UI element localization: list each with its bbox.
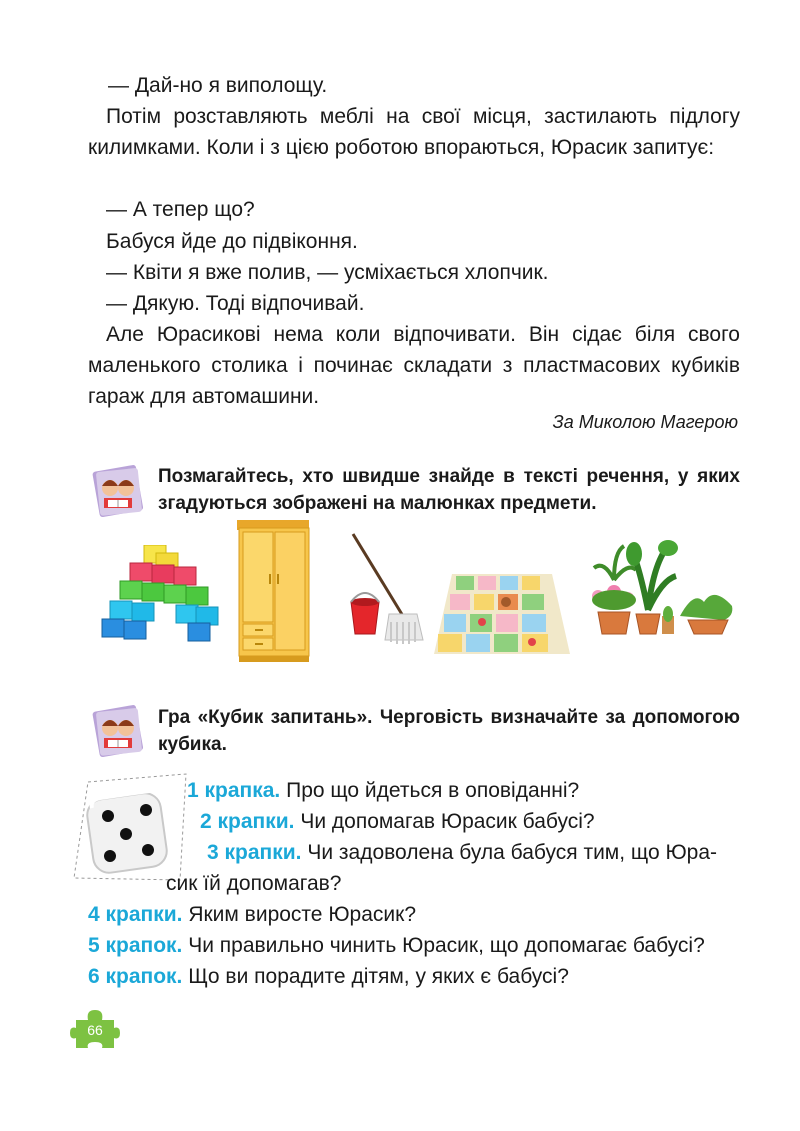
potted-plants-picture bbox=[584, 540, 740, 640]
question-text: сик їй допомагав? bbox=[166, 872, 342, 895]
cubes-picture bbox=[100, 545, 220, 645]
question-3 bbox=[207, 837, 717, 868]
page-number: 66 bbox=[87, 1022, 103, 1038]
task-1-text: Позмагайтесь, хто швидше знайде в тексті речення, у яких згадуються зображені на малюнках предмети. bbox=[158, 466, 740, 514]
story-paragraph-2: Потім розставляють меблі на свої місця, застилають підлогу килимками. Коли і з цією роботою впораються, Юрасик запитує: bbox=[88, 105, 740, 159]
question-2 bbox=[200, 806, 595, 837]
wardrobe-picture bbox=[233, 518, 313, 664]
story-line-5: — Квіти я вже полив, — усміхається хлопчик. bbox=[106, 261, 549, 284]
reading-kids-icon bbox=[86, 460, 150, 524]
story-line-1: — Дай-но я виполощу. bbox=[108, 74, 328, 97]
question-text: Чи задоволена була бабуся тим, що Юра- bbox=[307, 841, 718, 864]
question-label: 1 крапка. bbox=[187, 779, 281, 802]
question-text: Яким виросте Юрасик? bbox=[188, 903, 416, 926]
question-5 bbox=[88, 930, 705, 961]
question-text: Чи правильно чинить Юрасик, що допомагає бабусі? bbox=[188, 934, 705, 957]
question-label: 5 крапок. bbox=[88, 934, 183, 957]
question-label: 4 крапки. bbox=[88, 903, 183, 926]
task-2-text: Гра «Кубик запитань». Черговість визначайте за допомогою кубика. bbox=[158, 707, 740, 755]
story-line-6: — Дякую. Тоді відпочивай. bbox=[106, 292, 365, 315]
question-text: Про що йдеться в оповіданні? bbox=[286, 779, 580, 802]
question-text: Що ви порадите дітям, у яких є бабусі? bbox=[188, 965, 569, 988]
question-6 bbox=[88, 961, 569, 992]
question-label: 3 крапки. bbox=[207, 841, 302, 864]
reading-kids-icon bbox=[86, 700, 150, 764]
story-line-3: — А тепер що? bbox=[106, 198, 255, 221]
rug-picture bbox=[432, 572, 572, 656]
question-4 bbox=[88, 899, 416, 930]
question-1 bbox=[187, 775, 579, 806]
question-text: Чи допомагав Юрасик бабусі? bbox=[300, 810, 595, 833]
story-paragraph-7: Але Юрасикові нема коли відпочивати. Він сідає біля свого маленького столика і починає складати з пластмасових кубиків гараж для автомашини. bbox=[88, 323, 740, 408]
author-credit: За Миколою Магерою bbox=[552, 412, 738, 432]
question-label: 2 крапки. bbox=[200, 810, 295, 833]
bucket-and-mop-picture bbox=[345, 530, 425, 650]
question-label: 6 крапок. bbox=[88, 965, 183, 988]
story-line-4: Бабуся йде до підвіконня. bbox=[106, 230, 358, 253]
question-3-continued bbox=[166, 868, 341, 899]
